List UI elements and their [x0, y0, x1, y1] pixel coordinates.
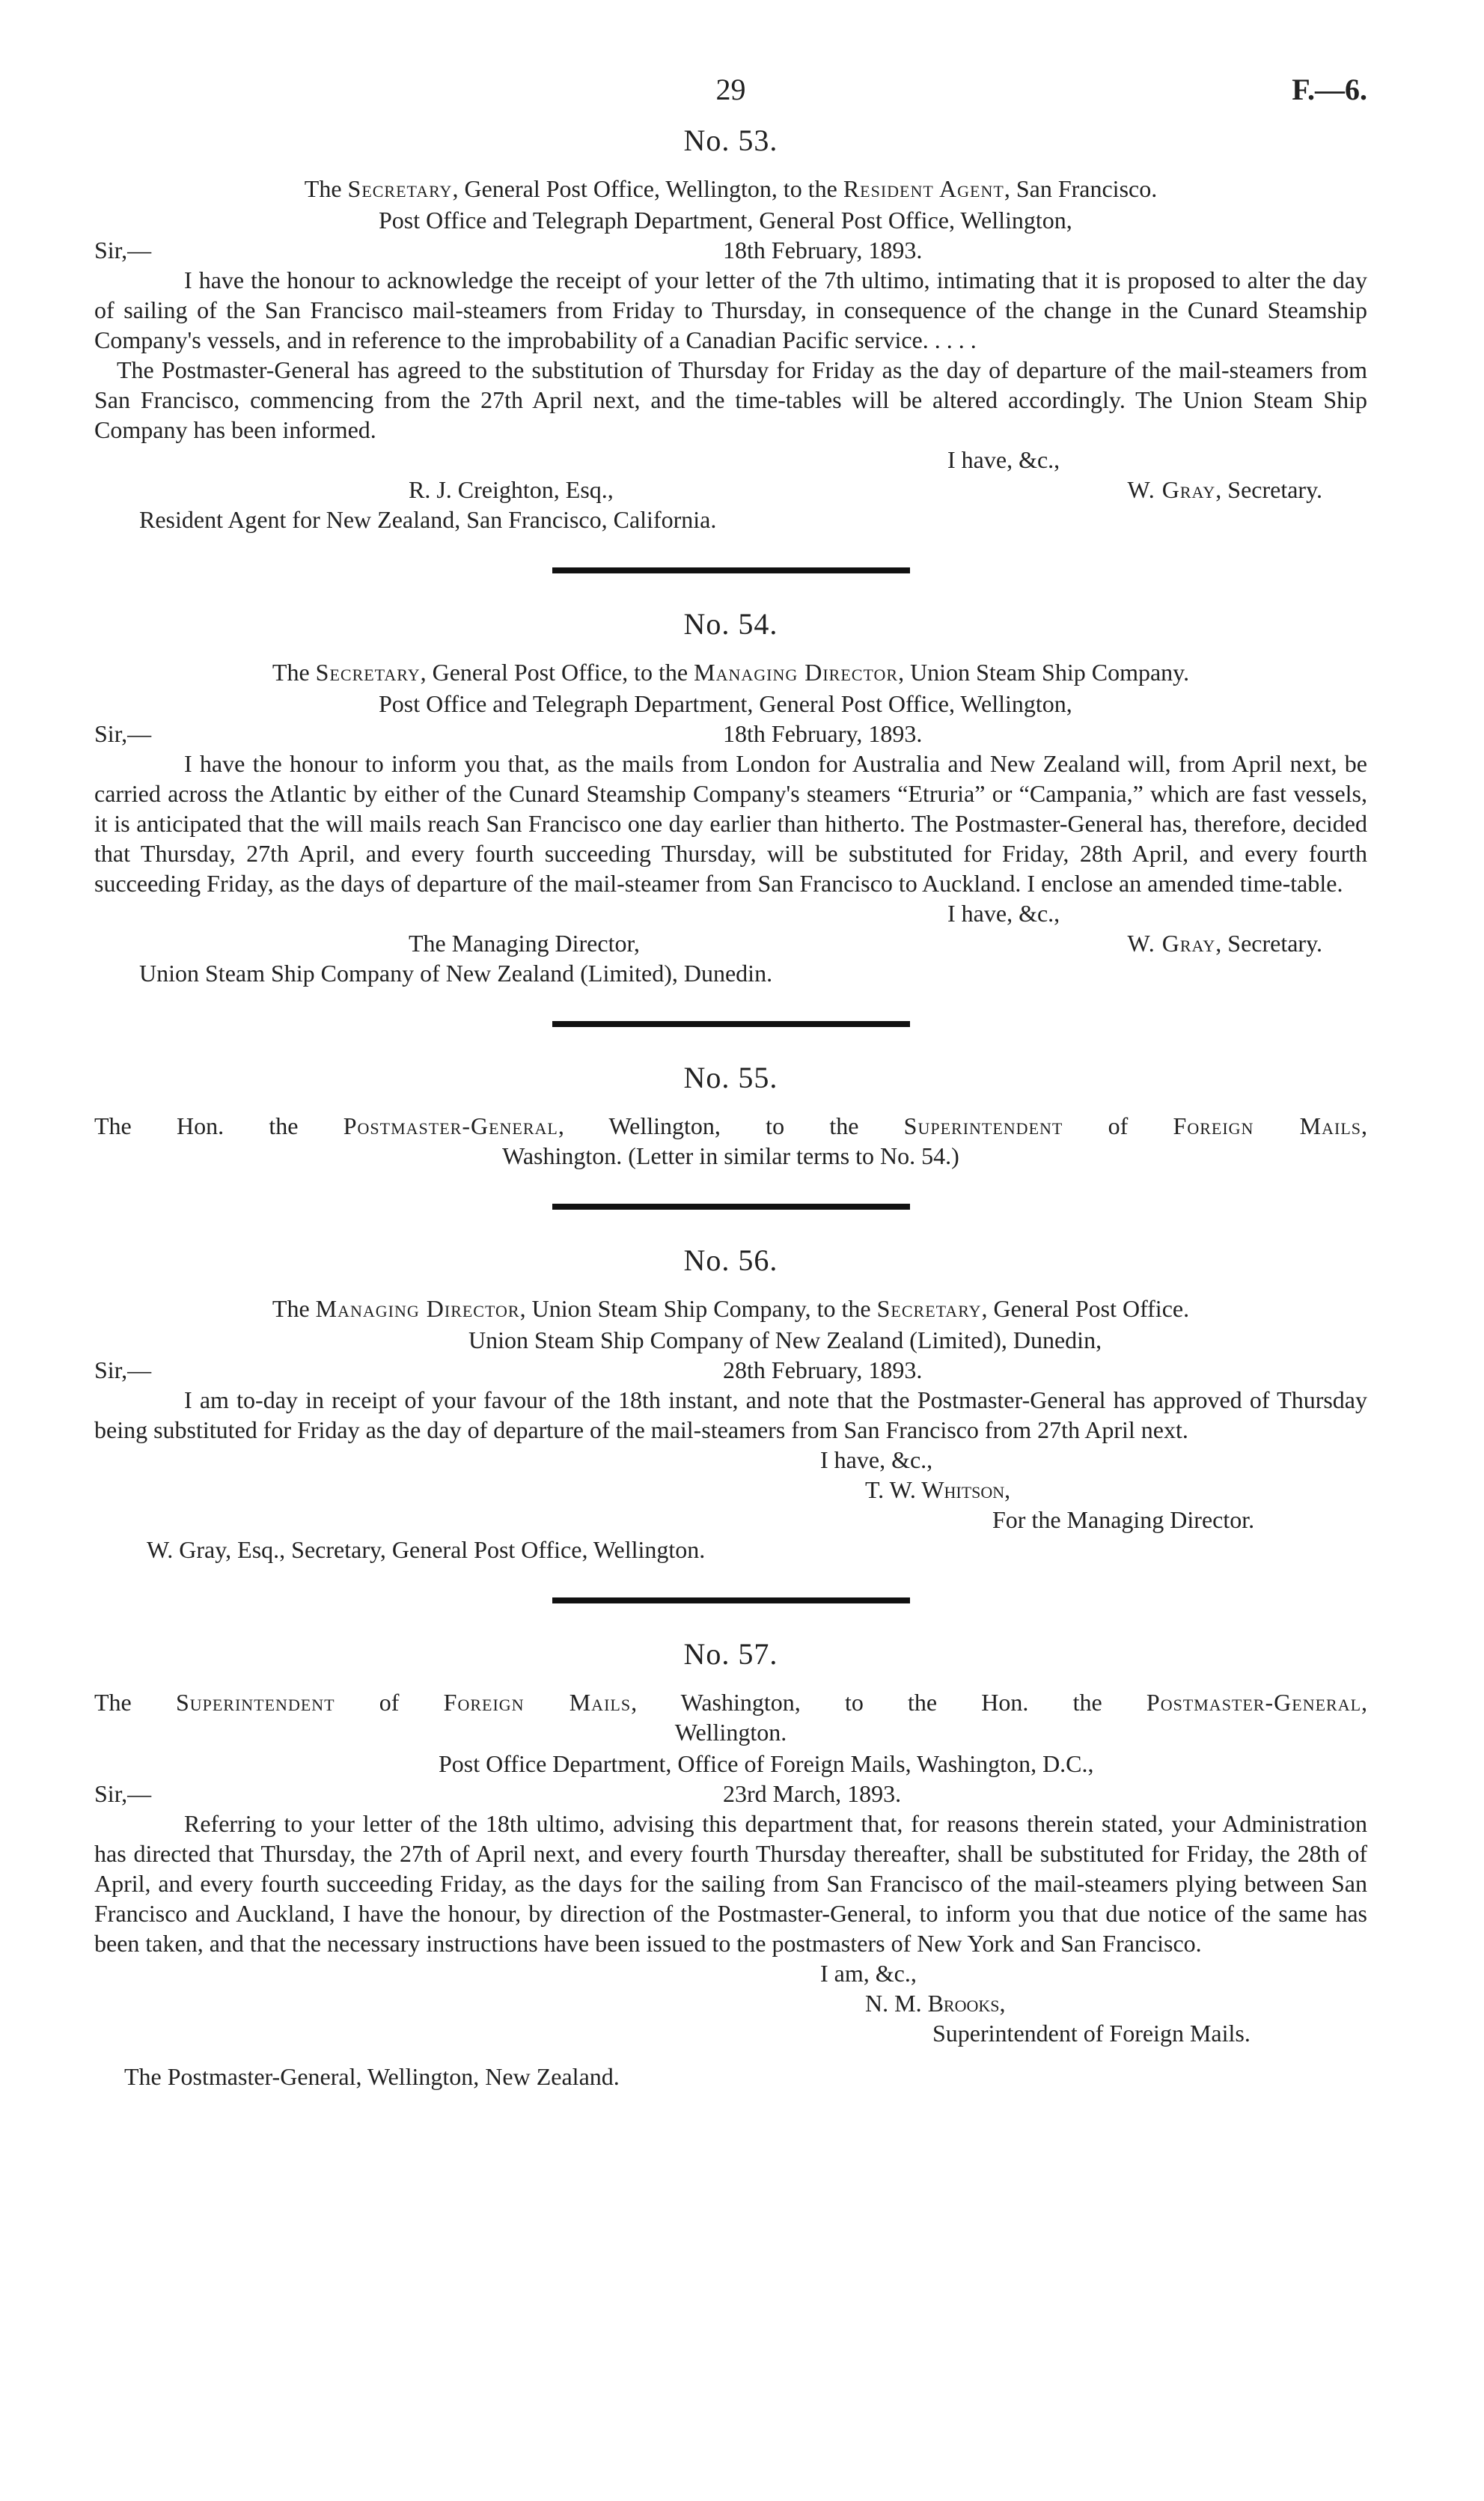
complimentary-close: I am, &c., — [820, 1960, 917, 1987]
sender-address: Union Steam Ship Company of New Zealand (Limited), Dunedin, — [468, 1326, 1102, 1353]
recipient-line: W. Gray, Esq., Secretary, General Post Office, Wellington. — [147, 1536, 706, 1563]
signature-line — [94, 928, 1367, 958]
recipient-line: The Postmaster-General, Wellington, New Zealand. — [124, 2063, 620, 2090]
letter-heading: The Secretary, General Post Office, to the Managing Director, Union Steam Ship Company. — [272, 659, 1190, 686]
letter-54 — [94, 605, 1367, 988]
salutation: Sir,— — [94, 1780, 152, 1807]
page-number: 29 — [715, 73, 746, 106]
letter-53 — [94, 121, 1367, 534]
letter-date: 23rd March, 1893. — [723, 1780, 902, 1807]
body-paragraph: I have the honour to acknowledge the receipt of your letter of the 7th ultimo, intimating that it is proposed to alter the day of sailing of the San Francisco mail-steamers from Friday to Thursday, in consequence of the change in the Cunard Steamship Company's vessels, and in reference to the improbability of a Canadian Pacific service. . . . . — [94, 266, 1367, 353]
section-divider — [552, 1597, 910, 1603]
letter-date: 28th February, 1893. — [723, 1356, 923, 1383]
section-divider — [552, 1021, 910, 1027]
salutation: Sir,— — [94, 720, 152, 747]
signatory: N. M. Brooks, — [865, 1990, 1006, 2017]
signature-line — [94, 475, 1367, 505]
addressee: The Managing Director, — [409, 930, 640, 957]
salutation: Sir,— — [94, 237, 152, 263]
signatory-role: For the Managing Director. — [992, 1506, 1255, 1533]
running-header — [94, 75, 1367, 117]
letter-number: No. 53. — [683, 124, 778, 157]
letter-heading-continued: Wellington. — [674, 1719, 787, 1746]
sender-address: Post Office Department, Office of Foreign Mails, Washington, D.C., — [439, 1750, 1094, 1777]
letter-number: No. 56. — [683, 1243, 778, 1277]
sender-address: Post Office and Telegraph Department, General Post Office, Wellington, — [379, 690, 1072, 717]
recipient-line: Resident Agent for New Zealand, San Francisco, California. — [139, 506, 717, 533]
letter-heading-continued: Washington. (Letter in similar terms to No. 54.) — [502, 1142, 959, 1169]
body-paragraph: Referring to your letter of the 18th ultimo, advising this department that, for reasons therein stated, your Administration has directed that Thursday, the 27th of April next, and every fourth Thursday thereafter, shall be substituted for Friday, the 28th of April, and every fourth succeeding Friday, as the days for the sailing from San Francisco of the mail-steamers plying between San Francisco and Auckland, I have the honour, by direction of the Postmaster-General, to inform you that due notice of the same has been taken, and that the necessary instructions have been issued to the postmasters of New York and San Francisco. — [94, 1810, 1367, 1957]
letter-heading: The Managing Director, Union Steam Ship Company, to the Secretary, General Post Office. — [272, 1295, 1190, 1322]
complimentary-close: I have, &c., — [947, 446, 1060, 473]
letter-56 — [94, 1241, 1367, 1565]
recipient-line: Union Steam Ship Company of New Zealand (Limited), Dunedin. — [139, 960, 773, 987]
letter-number: No. 54. — [683, 607, 778, 641]
addressee: R. J. Creighton, Esq., — [409, 476, 614, 503]
signature: W. Gray, Secretary. — [1127, 476, 1322, 503]
letter-date: 18th February, 1893. — [723, 720, 923, 747]
letter-date: 18th February, 1893. — [723, 237, 923, 263]
body-paragraph: I have the honour to inform you that, as the mails from London for Australia and New Zealand will, from April next, be carried across the Atlantic by either of the Cunard Steamship Company's steamers “Etruria” or “Campania,” which are fast vessels, it is anticipated that the will mails reach San Francisco one day earlier than hitherto. The Postmaster-General has, therefore, decided that Thursday, 27th April, and every fourth succeeding Thursday, will be substituted for Friday, 28th April, and every fourth succeeding Friday, as the days of departure of the mail-steamer from San Francisco to Auckland. I enclose an amended time-table. — [94, 750, 1367, 897]
letter-number: No. 55. — [683, 1061, 778, 1094]
letter-57 — [94, 1635, 1367, 2092]
signature: W. Gray, Secretary. — [1127, 930, 1322, 957]
letter-number: No. 57. — [683, 1637, 778, 1671]
complimentary-close: I have, &c., — [820, 1446, 933, 1473]
sender-address: Post Office and Telegraph Department, General Post Office, Wellington, — [379, 207, 1072, 234]
letter-heading: The Secretary, General Post Office, Wellington, to the Resident Agent, San Francisco. — [304, 175, 1158, 202]
letter-heading: The Hon. the Postmaster-General, Wellington, to the Superintendent of Foreign Mails, — [94, 1112, 1368, 1139]
salutation: Sir,— — [94, 1356, 152, 1383]
signatory-role: Superintendent of Foreign Mails. — [932, 2020, 1251, 2047]
signatory: T. W. Whitson, — [865, 1476, 1011, 1503]
section-divider — [552, 1204, 910, 1210]
complimentary-close: I have, &c., — [947, 900, 1060, 927]
body-paragraph: I am to-day in receipt of your favour of the 18th instant, and note that the Postmaster-General has approved of Thursday being substituted for Friday as the day of departure of the mail-steamers from San Francisco from 27th April next. — [94, 1386, 1367, 1443]
section-divider — [552, 567, 910, 573]
letter-heading: The Superintendent of Foreign Mails, Washington, to the Hon. the Postmaster-General, — [94, 1689, 1368, 1716]
letter-55 — [94, 1058, 1367, 1171]
body-paragraph: The Postmaster-General has agreed to the substitution of Thursday for Friday as the day of departure of the mail-steamers from San Francisco, commencing from the 27th April next, and the time-tables will be altered accordingly. The Union Steam Ship Company has been informed. — [94, 356, 1367, 443]
series-code: F.—6. — [1292, 73, 1367, 106]
